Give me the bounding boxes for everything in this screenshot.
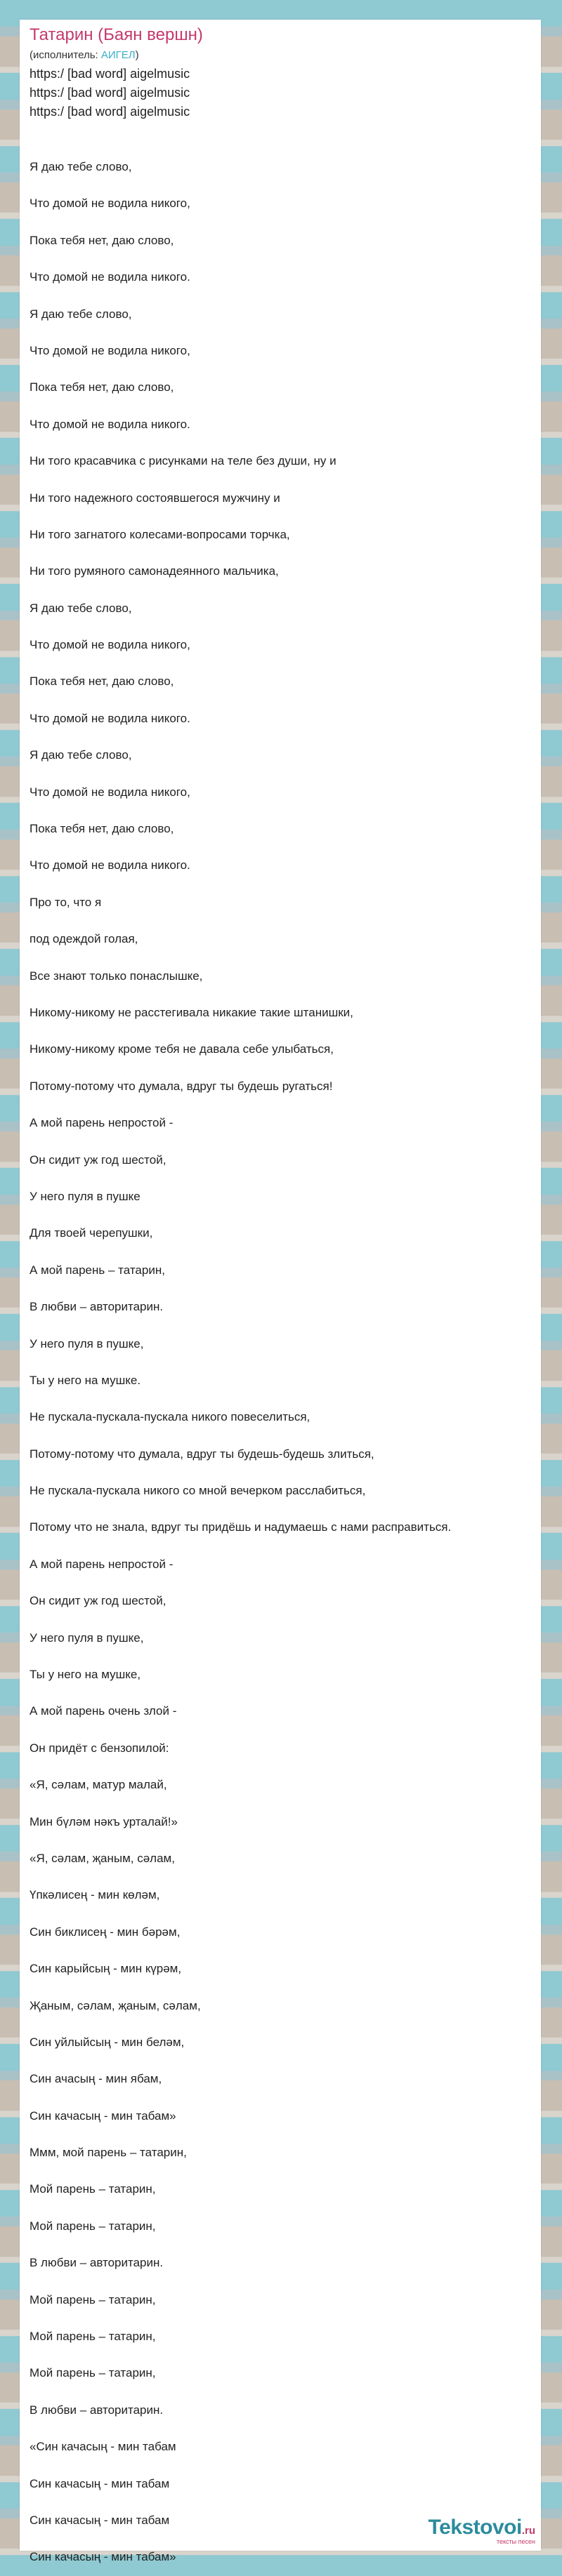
performer-line [30, 49, 139, 61]
lyric-line: Что домой не водила никого, [30, 638, 190, 652]
lyric-line: «Я, сәлам, җаным, сәлам, [30, 1851, 175, 1865]
lyric-line: У него пуля в пушке, [30, 1336, 144, 1350]
lyric-line: А мой парень – татарин, [30, 1263, 165, 1277]
logo-tagline: тексты песен [496, 2538, 535, 2545]
lyric-line: Син качасың - мин табам» [30, 2550, 176, 2564]
lyric-line: Ммм, мой парень – татарин, [30, 2146, 187, 2160]
song-title: Татарин (Баян вершн) [30, 25, 203, 44]
lyric-line: Син качасың - мин табам [30, 2476, 170, 2490]
lyric-line: Ты у него на мушке. [30, 1373, 141, 1387]
lyric-line: Мой парень – татарин, [30, 2330, 156, 2344]
lyric-line: Что домой не водила никого. [30, 270, 190, 284]
lyric-line: Что домой не водила никого. [30, 858, 190, 872]
lyric-line: Что домой не водила никого. [30, 417, 190, 431]
lyric-line: Что домой не водила никого, [30, 197, 190, 211]
lyric-line: Син качасың - мин табам» [30, 2109, 176, 2123]
lyric-line: «Я, сәлам, матур малай, [30, 1778, 167, 1792]
lyric-line: Пока тебя нет, даю слово, [30, 675, 174, 689]
lyrics-sheet [20, 20, 541, 2564]
performer-suffix: ) [135, 49, 139, 61]
lyric-line: «Син качасың - мин табам [30, 2440, 176, 2454]
lyric-line: Он сидит уж год шестой, [30, 1594, 166, 1608]
lyric-line: У него пуля в пушке, [30, 1631, 144, 1645]
lyric-line: Пока тебя нет, даю слово, [30, 822, 174, 836]
link-line: https:/ [bad word] aigelmusic [30, 67, 190, 81]
lyric-line: Пока тебя нет, даю слово, [30, 380, 174, 394]
lyric-line: В любви – авторитарин. [30, 2256, 164, 2270]
lyric-line: Все знают только понаслышке, [30, 969, 203, 983]
lyric-line: Ты у него на мушке, [30, 1668, 141, 1682]
logo-tld-text: .ru [521, 2525, 535, 2537]
lyric-line: А мой парень непростой - [30, 1557, 174, 1571]
lyric-line: В любви – авторитарин. [30, 2403, 164, 2417]
lyric-line: Никому-никому кроме тебя не давала себе улыбаться, [30, 1042, 334, 1056]
lyric-line: Син качасың - мин табам [30, 2514, 170, 2527]
lyric-line: Он сидит уж год шестой, [30, 1153, 166, 1167]
lyric-line: Потому-потому что думала, вдруг ты будешь ругаться! [30, 1079, 333, 1093]
lyric-line: Что домой не водила никого, [30, 343, 190, 357]
lyric-line: Потому-потому что думала, вдруг ты будешь-будешь злиться, [30, 1447, 374, 1461]
lyric-line: Син уйлыйсың - мин беләм, [30, 2035, 185, 2049]
lyric-line: Что домой не водила никого. [30, 711, 190, 725]
lyric-line: Ни того загнатого колесами-вопросами торчка, [30, 527, 290, 541]
lyric-line: Мин бүләм нәкъ урталай!» [30, 1814, 178, 1828]
lyric-line: Үпкәлисең - мин көләм, [30, 1888, 160, 1902]
logo-main-text: Tekstovoi [428, 2516, 522, 2539]
links-list [30, 65, 190, 121]
lyric-line: Не пускала-пускала-пускала никого повеселиться, [30, 1410, 311, 1424]
lyric-line: Пока тебя нет, даю слово, [30, 233, 174, 247]
link-line: https:/ [bad word] aigelmusic [30, 105, 190, 119]
lyric-line: Мой парень – татарин, [30, 2292, 156, 2306]
lyric-line: Мой парень – татарин, [30, 2219, 156, 2233]
performer-link[interactable]: АИГЕЛ [100, 49, 136, 61]
lyric-line: Я даю тебе слово, [30, 307, 132, 321]
lyric-line: под одеждой голая, [30, 932, 138, 946]
lyrics-list [30, 149, 451, 2576]
lyric-line: У него пуля в пушке [30, 1189, 140, 1203]
lyric-line: Для твоей черепушки, [30, 1226, 153, 1240]
lyric-line: А мой парень очень злой - [30, 1704, 177, 1718]
lyric-line: В любви – авторитарин. [30, 1300, 164, 1314]
lyric-line: Что домой не водила никого, [30, 785, 190, 799]
lyric-line: Җаным, сәлам, җаным, сәлам, [30, 1998, 201, 2012]
lyric-line: Про то, что я [30, 895, 102, 909]
lyric-line: Син ачасың - мин ябам, [30, 2072, 162, 2086]
lyric-line: Он придёт с бензопилой: [30, 1741, 169, 1755]
lyric-line: Син биклисең - мин бәрәм, [30, 1925, 181, 1939]
site-logo[interactable] [429, 2517, 535, 2545]
lyric-line: Мой парень – татарин, [30, 2182, 156, 2196]
lyric-line: Ни того надежного состоявшегося мужчину и [30, 491, 280, 505]
lyric-line: Я даю тебе слово, [30, 748, 132, 762]
performer-prefix: (исполнитель: [30, 49, 101, 61]
lyric-line: Ни того румяного самонадеянного мальчика, [30, 564, 279, 578]
lyric-line: Мой парень – татарин, [30, 2366, 156, 2380]
lyric-line: Никому-никому не расстегивала никакие такие штанишки, [30, 1005, 353, 1019]
lyric-line: Ни того красавчика с рисунками на теле без души, ну и [30, 454, 336, 468]
lyric-line: Не пускала-пускала никого со мной вечерком расслабиться, [30, 1484, 366, 1498]
lyric-line: Потому что не знала, вдруг ты придёшь и надумаешь с нами расправиться. [30, 1520, 452, 1534]
lyric-line: Я даю тебе слово, [30, 160, 132, 173]
lyric-line: Я даю тебе слово, [30, 601, 132, 615]
lyric-line: Син карыйсың - мин күрәм, [30, 1962, 182, 1976]
lyric-line: А мой парень непростой - [30, 1116, 174, 1130]
link-line: https:/ [bad word] aigelmusic [30, 86, 190, 100]
